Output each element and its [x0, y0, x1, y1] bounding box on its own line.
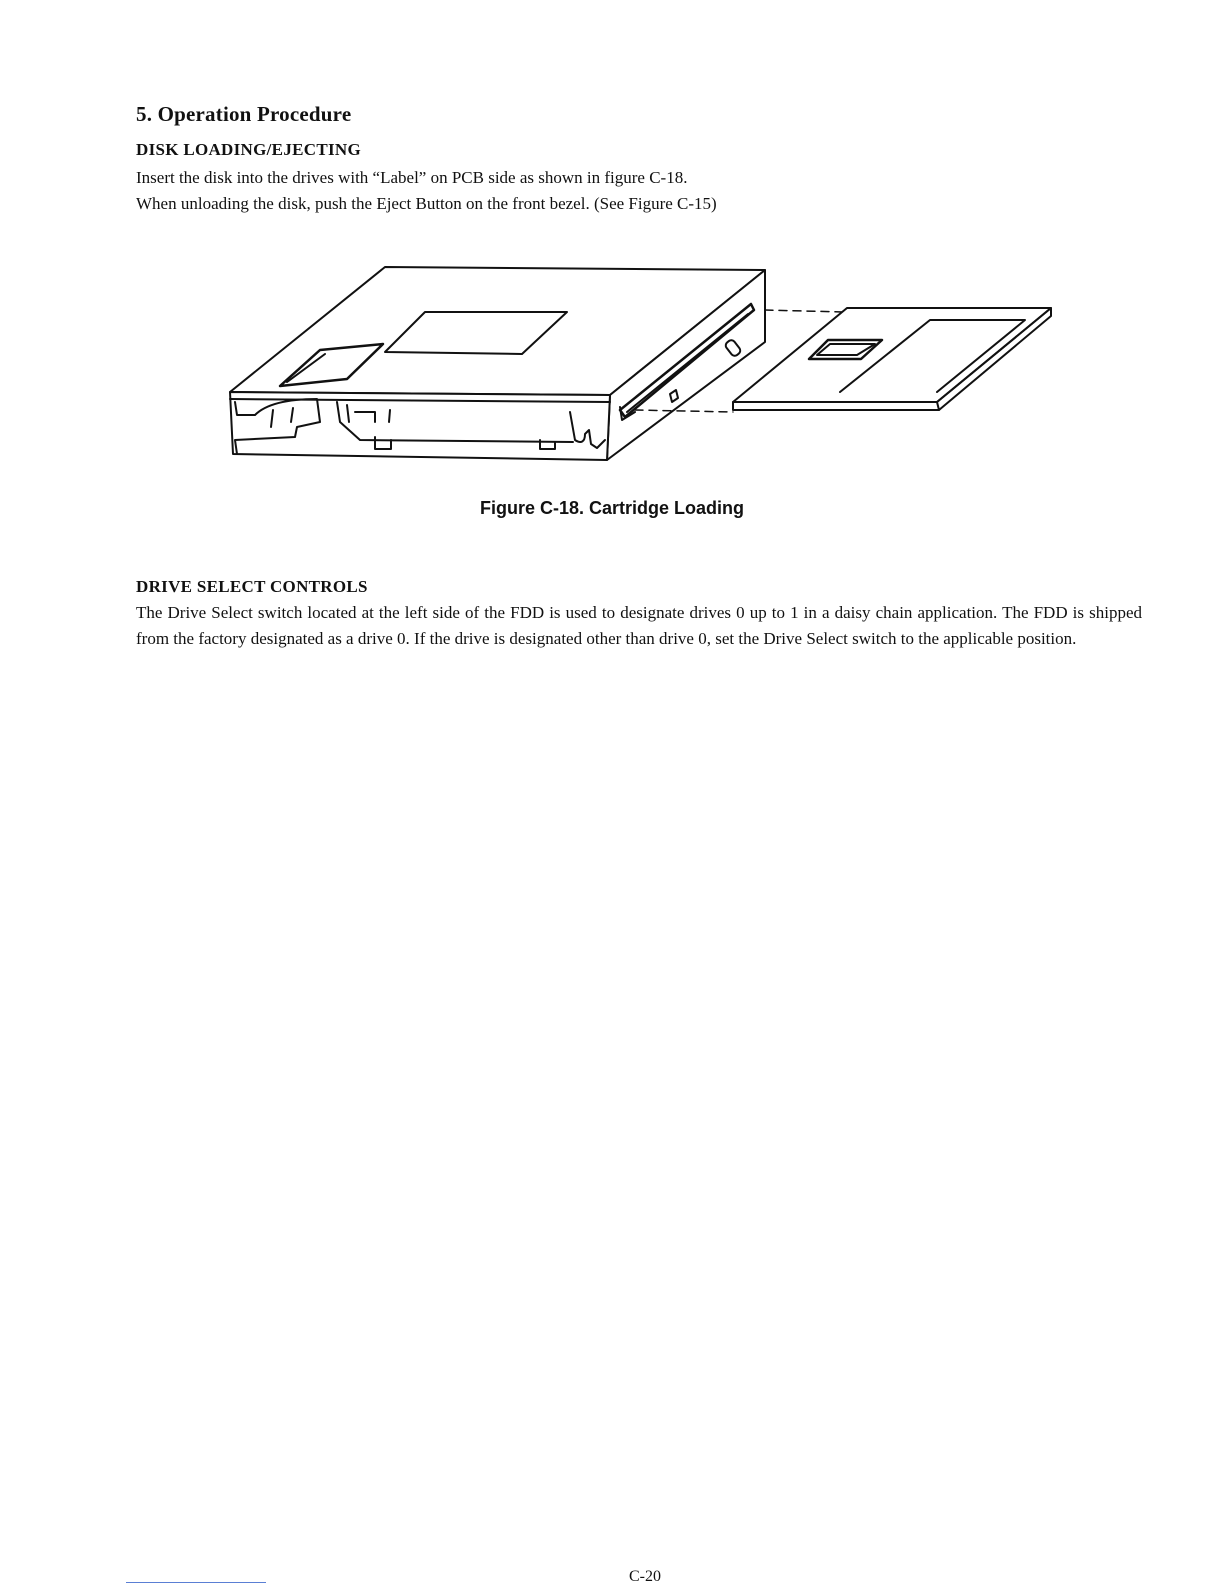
footer-rule [126, 1582, 266, 1583]
drive-select-paragraph: The Drive Select switch located at the left side of the FDD is used to designate drives 0 up to 1 in a daisy chain application. The FDD is shipped from the factory designated as a drive 0. If the drive is designated other than drive 0, set the Drive Select switch to the applicable position. [136, 603, 1142, 648]
section-title: 5. Operation Procedure [136, 102, 352, 126]
page-number: C-20 [629, 1568, 661, 1585]
disk-loading-heading: DISK LOADING/EJECTING [136, 140, 361, 159]
disk-unloading-instruction: When unloading the disk, push the Eject Button on the front bezel. (See Figure C-15) [136, 194, 717, 213]
drive-select-heading: DRIVE SELECT CONTROLS [136, 577, 368, 596]
disk-loading-instruction: Insert the disk into the drives with “Label” on PCB side as shown in figure C-18. [136, 168, 688, 187]
cartridge-loading-illustration [225, 262, 1065, 467]
disk-cartridge-drawing [733, 308, 1051, 410]
figure-caption: Figure C-18. Cartridge Loading [479, 498, 745, 518]
floppy-drive-drawing [230, 267, 765, 460]
